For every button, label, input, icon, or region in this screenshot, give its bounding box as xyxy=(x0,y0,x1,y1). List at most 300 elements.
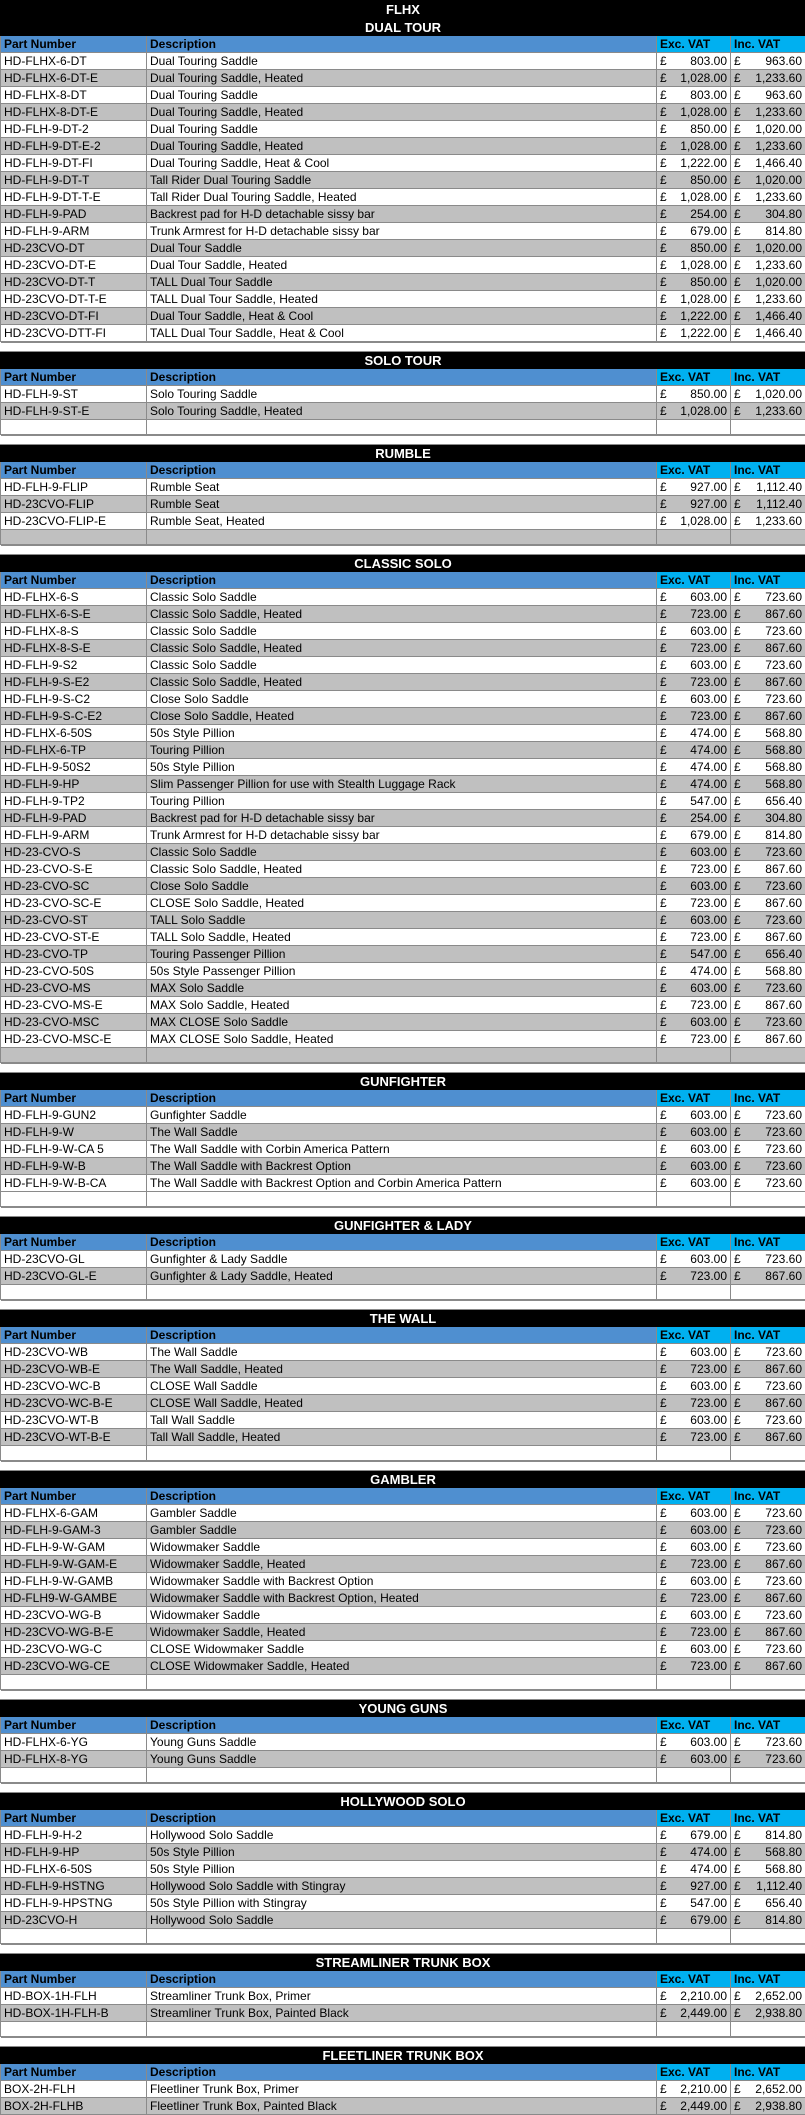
currency-symbol: £ xyxy=(660,1362,667,1377)
price-value xyxy=(660,811,727,826)
header-inc-vat: Inc. VAT xyxy=(731,2064,805,2081)
price-exc-vat xyxy=(657,1827,731,1844)
price-exc-vat xyxy=(657,878,731,895)
price-value xyxy=(734,387,802,402)
section-title-row xyxy=(1,2047,805,2064)
price-value xyxy=(660,1523,727,1538)
header-description: Description xyxy=(147,462,657,479)
table-row xyxy=(1,1751,805,1768)
currency-symbol: £ xyxy=(734,326,741,341)
description: Gunfighter Saddle xyxy=(147,1107,657,1124)
section-title-row xyxy=(1,1217,805,1234)
amount: 867.60 xyxy=(765,641,802,656)
description: The Wall Saddle xyxy=(147,1124,657,1141)
currency-symbol: £ xyxy=(660,173,667,188)
price-exc-vat xyxy=(657,121,731,138)
table-row xyxy=(1,776,805,793)
price-value xyxy=(660,760,727,775)
price-exc-vat xyxy=(657,1734,731,1751)
price-value xyxy=(734,139,802,154)
currency-symbol: £ xyxy=(660,258,667,273)
amount: 723.00 xyxy=(690,675,727,690)
sections-container xyxy=(0,18,805,2115)
part-number: HD-FLH-9-ARM xyxy=(1,223,147,240)
header-exc-vat: Exc. VAT xyxy=(657,36,731,53)
price-exc-vat xyxy=(657,1107,731,1124)
price-exc-vat xyxy=(657,793,731,810)
price-value xyxy=(734,692,802,707)
spacer-row xyxy=(1,420,805,435)
amount: 1,028.00 xyxy=(680,404,727,419)
part-number: HD-23CVO-GL xyxy=(1,1251,147,1268)
price-exc-vat xyxy=(657,53,731,70)
price-value xyxy=(660,607,727,622)
spacer-row xyxy=(1,1675,805,1690)
table-row xyxy=(1,240,805,257)
amount: 603.00 xyxy=(690,981,727,996)
currency-symbol: £ xyxy=(734,1659,741,1674)
amount: 1,233.60 xyxy=(755,105,802,120)
price-value xyxy=(660,105,727,120)
price-inc-vat xyxy=(731,980,805,997)
price-exc-vat xyxy=(657,1573,731,1590)
description: Rumble Seat xyxy=(147,479,657,496)
price-exc-vat xyxy=(657,1539,731,1556)
price-inc-vat xyxy=(731,691,805,708)
currency-symbol: £ xyxy=(660,913,667,928)
currency-symbol: £ xyxy=(660,624,667,639)
price-value xyxy=(734,1574,802,1589)
part-number: HD-23CVO-DT-FI xyxy=(1,308,147,325)
price-exc-vat xyxy=(657,87,731,104)
price-value xyxy=(734,1413,802,1428)
amount: 850.00 xyxy=(690,173,727,188)
price-exc-vat xyxy=(657,325,731,342)
table-row xyxy=(1,2081,805,2098)
price-inc-vat xyxy=(731,1141,805,1158)
amount: 867.60 xyxy=(765,1625,802,1640)
part-number: HD-FLHX-6-DT xyxy=(1,53,147,70)
table-row xyxy=(1,1895,805,1912)
header-description: Description xyxy=(147,2064,657,2081)
header-exc-vat: Exc. VAT xyxy=(657,1971,731,1988)
price-inc-vat xyxy=(731,657,805,674)
amount: 1,028.00 xyxy=(680,190,727,205)
header-part-number: Part Number xyxy=(1,1810,147,1827)
column-header-row xyxy=(1,1717,805,1734)
price-value xyxy=(660,862,727,877)
section-table xyxy=(0,1944,805,2037)
part-number: HD-FLH-9-PAD xyxy=(1,810,147,827)
description: Fleetliner Trunk Box, Primer xyxy=(147,2081,657,2098)
price-inc-vat xyxy=(731,206,805,223)
amount: 603.00 xyxy=(690,1506,727,1521)
price-inc-vat xyxy=(731,138,805,155)
amount: 568.80 xyxy=(765,1845,802,1860)
part-number: HD-23CVO-WB xyxy=(1,1344,147,1361)
price-exc-vat xyxy=(657,623,731,640)
price-exc-vat xyxy=(657,1878,731,1895)
amount: 723.60 xyxy=(765,1125,802,1140)
price-exc-vat xyxy=(657,1141,731,1158)
price-value xyxy=(734,1828,802,1843)
amount: 723.00 xyxy=(690,1659,727,1674)
amount: 1,028.00 xyxy=(680,292,727,307)
price-exc-vat xyxy=(657,403,731,420)
currency-symbol: £ xyxy=(660,1523,667,1538)
currency-symbol: £ xyxy=(734,1591,741,1606)
amount: 547.00 xyxy=(690,794,727,809)
currency-symbol: £ xyxy=(734,1862,741,1877)
price-inc-vat xyxy=(731,708,805,725)
price-value xyxy=(660,1625,727,1640)
description: 50s Style Pillion xyxy=(147,725,657,742)
price-value xyxy=(734,1608,802,1623)
currency-symbol: £ xyxy=(660,998,667,1013)
table-row xyxy=(1,589,805,606)
price-value xyxy=(734,1557,802,1572)
price-exc-vat xyxy=(657,1378,731,1395)
price-inc-vat xyxy=(731,1522,805,1539)
header-exc-vat: Exc. VAT xyxy=(657,1810,731,1827)
description: Tall Rider Dual Touring Saddle, Heated xyxy=(147,189,657,206)
table-row xyxy=(1,308,805,325)
amount: 1,020.00 xyxy=(755,275,802,290)
column-header-row xyxy=(1,1234,805,1251)
price-value xyxy=(660,1362,727,1377)
currency-symbol: £ xyxy=(660,777,667,792)
price-exc-vat xyxy=(657,1895,731,1912)
currency-symbol: £ xyxy=(734,964,741,979)
description: Streamliner Trunk Box, Primer xyxy=(147,1988,657,2005)
section-title: THE WALL xyxy=(1,1310,805,1327)
price-value xyxy=(660,1142,727,1157)
currency-symbol: £ xyxy=(660,930,667,945)
table-row xyxy=(1,657,805,674)
part-number: HD-FLH9-W-GAMBE xyxy=(1,1590,147,1607)
price-inc-vat xyxy=(731,274,805,291)
amount: 867.60 xyxy=(765,675,802,690)
amount: 850.00 xyxy=(690,387,727,402)
amount: 723.60 xyxy=(765,624,802,639)
amount: 603.00 xyxy=(690,692,727,707)
price-value xyxy=(734,156,802,171)
amount: 723.60 xyxy=(765,1159,802,1174)
price-inc-vat xyxy=(731,674,805,691)
currency-symbol: £ xyxy=(660,54,667,69)
part-number: HD-23CVO-WG-B-E xyxy=(1,1624,147,1641)
table-row xyxy=(1,1556,805,1573)
currency-symbol: £ xyxy=(660,726,667,741)
amount: 474.00 xyxy=(690,1862,727,1877)
price-inc-vat xyxy=(731,1124,805,1141)
currency-symbol: £ xyxy=(734,2099,741,2114)
header-inc-vat: Inc. VAT xyxy=(731,462,805,479)
amount: 867.60 xyxy=(765,1659,802,1674)
description: Backrest pad for H-D detachable sissy bar xyxy=(147,206,657,223)
price-exc-vat xyxy=(657,1175,731,1192)
currency-symbol: £ xyxy=(660,224,667,239)
currency-symbol: £ xyxy=(734,224,741,239)
description: Rumble Seat, Heated xyxy=(147,513,657,530)
amount: 723.60 xyxy=(765,1379,802,1394)
section-gap xyxy=(1,1462,805,1471)
price-inc-vat xyxy=(731,1844,805,1861)
currency-symbol: £ xyxy=(660,947,667,962)
price-exc-vat xyxy=(657,861,731,878)
table-row xyxy=(1,223,805,240)
price-value xyxy=(660,1269,727,1284)
currency-symbol: £ xyxy=(660,326,667,341)
table-row xyxy=(1,1395,805,1412)
price-value xyxy=(660,658,727,673)
description: Young Guns Saddle xyxy=(147,1751,657,1768)
part-number: HD-FLH-9-HSTNG xyxy=(1,1878,147,1895)
currency-symbol: £ xyxy=(734,675,741,690)
amount: 814.80 xyxy=(765,224,802,239)
description: CLOSE Solo Saddle, Heated xyxy=(147,895,657,912)
amount: 656.40 xyxy=(765,947,802,962)
amount: 603.00 xyxy=(690,1574,727,1589)
currency-symbol: £ xyxy=(734,1125,741,1140)
price-value xyxy=(660,404,727,419)
price-value xyxy=(734,54,802,69)
amount: 2,210.00 xyxy=(680,2082,727,2097)
price-inc-vat xyxy=(731,1607,805,1624)
part-number: HD-FLH-9-50S2 xyxy=(1,759,147,776)
table-row xyxy=(1,1107,805,1124)
price-value xyxy=(734,1108,802,1123)
table-row xyxy=(1,827,805,844)
part-number: HD-FLH-9-S-E2 xyxy=(1,674,147,691)
part-number: HD-23-CVO-ST-E xyxy=(1,929,147,946)
header-exc-vat: Exc. VAT xyxy=(657,1717,731,1734)
table-row xyxy=(1,70,805,87)
price-value xyxy=(734,1752,802,1767)
currency-symbol: £ xyxy=(734,1015,741,1030)
header-part-number: Part Number xyxy=(1,369,147,386)
amount: 927.00 xyxy=(690,497,727,512)
spacer-row xyxy=(1,1929,805,1944)
currency-symbol: £ xyxy=(660,1269,667,1284)
currency-symbol: £ xyxy=(660,1540,667,1555)
price-inc-vat xyxy=(731,878,805,895)
part-number: HD-FLH-9-S2 xyxy=(1,657,147,674)
price-exc-vat xyxy=(657,291,731,308)
amount: 723.00 xyxy=(690,641,727,656)
price-exc-vat xyxy=(657,496,731,513)
amount: 474.00 xyxy=(690,777,727,792)
price-value xyxy=(660,1591,727,1606)
currency-symbol: £ xyxy=(734,1396,741,1411)
price-value xyxy=(734,845,802,860)
table-row xyxy=(1,53,805,70)
price-inc-vat xyxy=(731,496,805,513)
description: TALL Dual Tour Saddle, Heated xyxy=(147,291,657,308)
amount: 723.60 xyxy=(765,1108,802,1123)
section-gap xyxy=(1,1945,805,1954)
description: 50s Style Pillion xyxy=(147,1861,657,1878)
currency-symbol: £ xyxy=(660,1252,667,1267)
amount: 723.60 xyxy=(765,1735,802,1750)
price-inc-vat xyxy=(731,963,805,980)
amount: 547.00 xyxy=(690,1896,727,1911)
section-title-row xyxy=(1,1954,805,1971)
part-number: HD-23CVO-WG-C xyxy=(1,1641,147,1658)
amount: 723.00 xyxy=(690,896,727,911)
currency-symbol: £ xyxy=(660,1879,667,1894)
table-row xyxy=(1,1607,805,1624)
part-number: HD-23CVO-WG-B xyxy=(1,1607,147,1624)
price-value xyxy=(660,173,727,188)
description: Gambler Saddle xyxy=(147,1522,657,1539)
part-number: HD-23CVO-DTT-FI xyxy=(1,325,147,342)
amount: 1,466.40 xyxy=(755,326,802,341)
currency-symbol: £ xyxy=(660,692,667,707)
currency-symbol: £ xyxy=(734,777,741,792)
price-value xyxy=(734,1159,802,1174)
amount: 867.60 xyxy=(765,1591,802,1606)
header-part-number: Part Number xyxy=(1,1971,147,1988)
price-inc-vat xyxy=(731,623,805,640)
amount: 603.00 xyxy=(690,879,727,894)
header-part-number: Part Number xyxy=(1,36,147,53)
price-value xyxy=(734,981,802,996)
column-header-row xyxy=(1,2064,805,2081)
price-value xyxy=(660,1879,727,1894)
currency-symbol: £ xyxy=(660,275,667,290)
table-row xyxy=(1,1141,805,1158)
part-number: HD-23-CVO-MSC xyxy=(1,1014,147,1031)
price-value xyxy=(660,387,727,402)
price-inc-vat xyxy=(731,70,805,87)
currency-symbol: £ xyxy=(660,709,667,724)
table-row xyxy=(1,155,805,172)
price-value xyxy=(660,1108,727,1123)
amount: 603.00 xyxy=(690,1015,727,1030)
description: TALL Solo Saddle, Heated xyxy=(147,929,657,946)
section-gap xyxy=(1,343,805,352)
header-inc-vat: Inc. VAT xyxy=(731,1090,805,1107)
price-exc-vat xyxy=(657,1158,731,1175)
description: Close Solo Saddle, Heated xyxy=(147,708,657,725)
section-title-row xyxy=(1,1471,805,1488)
currency-symbol: £ xyxy=(660,207,667,222)
amount: 568.80 xyxy=(765,777,802,792)
price-value xyxy=(734,1345,802,1360)
description: Dual Touring Saddle xyxy=(147,121,657,138)
price-exc-vat xyxy=(657,2005,731,2022)
price-value xyxy=(734,1176,802,1191)
price-value xyxy=(734,1396,802,1411)
amount: 603.00 xyxy=(690,1125,727,1140)
price-value xyxy=(734,794,802,809)
price-inc-vat xyxy=(731,1641,805,1658)
price-inc-vat xyxy=(731,155,805,172)
description: 50s Style Pillion xyxy=(147,759,657,776)
currency-symbol: £ xyxy=(660,1574,667,1589)
part-number: HD-23CVO-WC-B xyxy=(1,1378,147,1395)
part-number: HD-FLH-9-HPSTNG xyxy=(1,1895,147,1912)
table-row xyxy=(1,2005,805,2022)
price-exc-vat xyxy=(657,274,731,291)
header-part-number: Part Number xyxy=(1,1234,147,1251)
section-table xyxy=(0,545,805,1063)
price-value xyxy=(734,71,802,86)
currency-symbol: £ xyxy=(734,1574,741,1589)
amount: 2,449.00 xyxy=(680,2099,727,2114)
amount: 603.00 xyxy=(690,1176,727,1191)
amount: 723.00 xyxy=(690,1591,727,1606)
price-exc-vat xyxy=(657,1607,731,1624)
currency-symbol: £ xyxy=(734,1845,741,1860)
currency-symbol: £ xyxy=(734,658,741,673)
price-value xyxy=(734,1879,802,1894)
header-exc-vat: Exc. VAT xyxy=(657,1327,731,1344)
price-inc-vat xyxy=(731,1895,805,1912)
section-title-row xyxy=(1,19,805,36)
column-header-row xyxy=(1,1090,805,1107)
price-value xyxy=(660,981,727,996)
column-header-row xyxy=(1,369,805,386)
amount: 927.00 xyxy=(690,480,727,495)
price-value xyxy=(660,828,727,843)
price-value xyxy=(734,190,802,205)
price-exc-vat xyxy=(657,1912,731,1929)
amount: 2,652.00 xyxy=(755,1989,802,2004)
part-number: HD-23CVO-FLIP xyxy=(1,496,147,513)
amount: 814.80 xyxy=(765,1828,802,1843)
part-number: HD-23CVO-DT xyxy=(1,240,147,257)
price-exc-vat xyxy=(657,240,731,257)
amount: 723.00 xyxy=(690,1032,727,1047)
amount: 927.00 xyxy=(690,1879,727,1894)
price-exc-vat xyxy=(657,104,731,121)
description: Widowmaker Saddle xyxy=(147,1607,657,1624)
price-inc-vat xyxy=(731,912,805,929)
price-value xyxy=(734,1362,802,1377)
price-inc-vat xyxy=(731,861,805,878)
amount: 603.00 xyxy=(690,1159,727,1174)
currency-symbol: £ xyxy=(734,173,741,188)
price-value xyxy=(660,1862,727,1877)
description: TALL Dual Tour Saddle, Heat & Cool xyxy=(147,325,657,342)
section-title-row xyxy=(1,352,805,369)
currency-symbol: £ xyxy=(660,292,667,307)
description: Close Solo Saddle xyxy=(147,878,657,895)
amount: 723.00 xyxy=(690,607,727,622)
table-row xyxy=(1,1175,805,1192)
table-row xyxy=(1,929,805,946)
part-number: BOX-2H-FLH xyxy=(1,2081,147,2098)
part-number: HD-FLHX-8-DT-E xyxy=(1,104,147,121)
price-value xyxy=(734,658,802,673)
description: The Wall Saddle, Heated xyxy=(147,1361,657,1378)
section-title: GAMBLER xyxy=(1,1471,805,1488)
price-value xyxy=(660,1989,727,2004)
price-value xyxy=(660,2006,727,2021)
price-inc-vat xyxy=(731,104,805,121)
part-number: HD-23-CVO-MS-E xyxy=(1,997,147,1014)
price-value xyxy=(660,224,727,239)
currency-symbol: £ xyxy=(734,1142,741,1157)
table-row xyxy=(1,513,805,530)
amount: 963.60 xyxy=(765,88,802,103)
part-number: HD-23-CVO-S xyxy=(1,844,147,861)
column-header-row xyxy=(1,1327,805,1344)
currency-symbol: £ xyxy=(734,1642,741,1657)
currency-symbol: £ xyxy=(660,658,667,673)
